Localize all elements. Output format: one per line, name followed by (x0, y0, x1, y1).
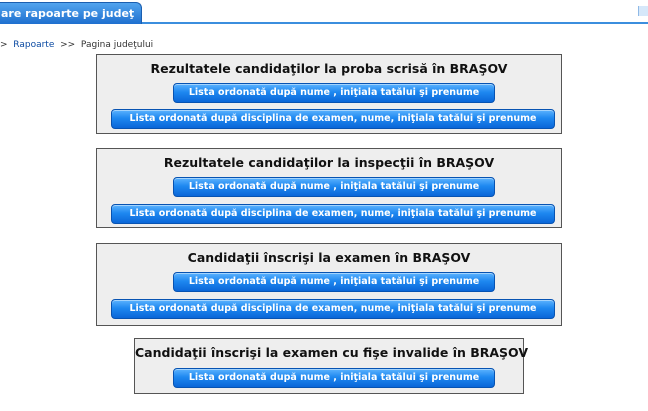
tab-bar (0, 0, 648, 24)
breadcrumb-separator: >> (60, 40, 76, 50)
list-by-discipline-button[interactable]: Lista ordonată după disciplina de examen, nume, iniţiala tatălui şi prenume (111, 204, 555, 224)
list-by-name-button[interactable]: Lista ordonată după nume , iniţiala tatălui şi prenume (173, 368, 495, 388)
scroll-arrow-icon[interactable] (638, 6, 648, 16)
panel-inspection-results (96, 148, 562, 228)
breadcrumb-current: Pagina judeţului (80, 40, 154, 50)
breadcrumb-lead: > (0, 40, 8, 50)
list-by-name-button[interactable]: Lista ordonată după nume , iniţiala tatălui şi prenume (173, 177, 495, 197)
breadcrumb (0, 40, 153, 50)
list-by-discipline-button[interactable]: Lista ordonată după disciplina de examen, nume, iniţiala tatălui şi prenume (111, 299, 555, 319)
list-by-name-button[interactable]: Lista ordonată după nume , iniţiala tatălui şi prenume (173, 83, 495, 103)
list-by-name-button[interactable]: Lista ordonată după nume , iniţiala tatălui şi prenume (173, 272, 495, 292)
list-by-discipline-button[interactable]: Lista ordonată după disciplina de examen, nume, iniţiala tatălui şi prenume (111, 109, 555, 129)
tab-county-reports[interactable]: are rapoarte pe judeţ (0, 2, 142, 24)
panel-title: Rezultatele candidaţilor la inspecţii în BRAŞOV (163, 155, 495, 170)
panel-written-exam-results (96, 54, 562, 134)
panel-title: Rezultatele candidaţilor la proba scrisă în BRAŞOV (150, 61, 508, 76)
panel-invalid-forms-candidates (134, 338, 529, 394)
panel-registered-candidates (96, 243, 562, 326)
panel-title: Candidaţii înscrişi la examen cu fişe invalide în BRAŞOV (135, 345, 529, 360)
panel-title: Candidaţii înscrişi la examen în BRAŞOV (187, 250, 471, 265)
breadcrumb-link-rapoarte[interactable]: Rapoarte (13, 40, 55, 50)
